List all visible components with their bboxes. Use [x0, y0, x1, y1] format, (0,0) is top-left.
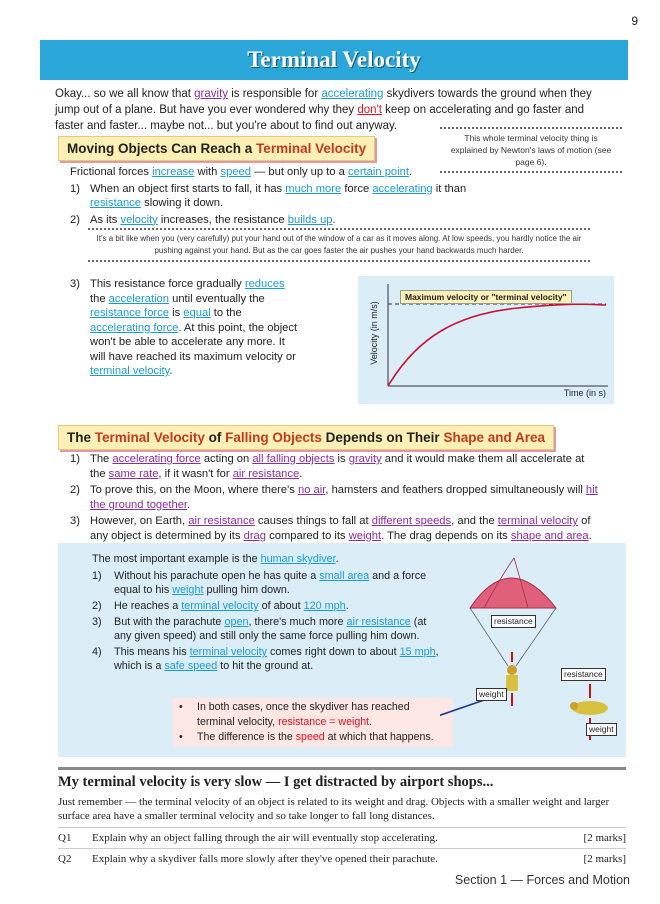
- list-item: 4) This means his terminal velocity comes right down to about 15 mph, which is a safe speed to hit the ground at.: [92, 646, 439, 672]
- summary-title: My terminal velocity is very slow — I get distracted by airport shops...: [58, 774, 494, 790]
- summary-body: Just remember — the terminal velocity of an object is related to its weight and drag. Objects with a smaller weight and larger surface area have a smaller terminal velocity and so take longer to fall long distances.: [58, 796, 610, 822]
- skydiver-list: The most important example is the human skydiver. 1) Without his parachute open he has quite a small area and a force equal to his weight pulling him down. 2) He reaches a terminal velocity of about 120 mph. 3) But with the parachute open, there's much more air resistance (at any given speed) and still only the same force pulling him down. 4) This means his terminal velocity comes right down to about 15 mph, which is a safe speed to hit the ground at.: [92, 552, 442, 675]
- list-item: 2) To prove this, on the Moon, where there's no air, hamsters and feathers dropped simultaneously will hit the ground together.: [70, 484, 598, 511]
- velocity-curve: [388, 304, 606, 386]
- summary-box: [58, 767, 626, 874]
- graph-max-label: Maximum velocity or "terminal velocity": [400, 290, 572, 304]
- kw-dont: don't: [357, 104, 382, 116]
- section1-list: Frictional forces increase with speed — but only up to a certain point. 1) When an object first starts to fall, it has much more force accelerating it than resistance slowing it down. 2) As its velocity increases, the resistance builds up.: [70, 165, 490, 229]
- graph-xlabel: Time (in s): [563, 388, 606, 398]
- list-item: 2) He reaches a terminal velocity of about 120 mph.: [92, 600, 349, 612]
- skydiver1-head: [507, 665, 517, 675]
- list-item: 3) However, on Earth, air resistance causes things to fall at different speeds, and the terminal velocity of any object is determined by its drag compared to its weight. The drag depends on its shape and area.: [70, 515, 592, 542]
- section-header-moving-objects: Moving Objects Can Reach a Terminal Velocity: [58, 136, 375, 161]
- section1-item3: [70, 277, 298, 381]
- list-item: 3) This resistance force gradually reduces the acceleration until eventually the resistance force is equal to the accelerating force. At this point, the object won't be able to accelerate any more. It will have reached its maximum velocity or terminal velocity.: [70, 278, 298, 377]
- skydiver-note: • In both cases, once the skydiver has reached terminal velocity, resistance = weight. • The difference is the speed at which that happens.: [173, 698, 453, 747]
- list-item: 2) As its velocity increases, the resistance builds up.: [70, 213, 336, 226]
- list-item: 1) Without his parachute open he has quite a small area and a force equal to his weight pulling him down.: [92, 570, 427, 596]
- list-item: 1) The accelerating force acting on all falling objects is gravity and it would make them all accelerate at the same rate, if it wasn't for air resistance.: [70, 453, 585, 480]
- graph-ylabel: Velocity (in m/s): [369, 301, 379, 365]
- tag-resistance-1: resistance: [491, 615, 536, 628]
- skydiver2-head: [570, 702, 578, 710]
- aside-car-hand: It's a bit like when you (very carefully) put your hand out of the window of a car as it moves along. At low speeds, you hardly notice the air pushing against your hand. But as the car goes faster the air pushes your hand backwards much harder.: [88, 228, 590, 262]
- list-item: 1) When an object first starts to fall, it has much more force accelerating it than resistance slowing it down.: [70, 182, 467, 209]
- page-number: 9: [631, 14, 638, 28]
- skydiver1-body: [506, 675, 518, 691]
- page-title: Terminal Velocity: [40, 40, 628, 80]
- footer-section: Section 1 — Forces and Motion: [454, 873, 630, 887]
- tag-resistance-2: resistance: [561, 668, 606, 681]
- kw-accelerating: accelerating: [321, 88, 384, 100]
- aside-newton: This whole terminal velocity thing is explained by Newton's laws of motion (see page 6).: [440, 127, 622, 173]
- tag-weight-2: weight: [586, 723, 617, 736]
- pointer-arrow: [440, 698, 490, 718]
- parachute-canopy: [470, 578, 556, 608]
- kw-gravity: gravity: [194, 88, 229, 100]
- question-1: Q1 Explain why an object falling through the air will eventually stop accelerating. [2 marks]: [58, 827, 626, 848]
- intro-paragraph: Okay... so we all know that gravity is responsible for accelerating skydivers towards the ground when they jump out of a plane. But have you ever wondered why they don't keep on accelerating and go faster and faster and faster... maybe not... but you're about to find out anyway.: [55, 88, 592, 132]
- section-header-falling-objects: The Terminal Velocity of Falling Objects Depends on Their Shape and Area: [58, 425, 554, 450]
- velocity-time-graph: [358, 276, 614, 404]
- tag-weight-1: weight: [476, 688, 507, 701]
- question-2: Q2 Explain why a skydiver falls more slowly after they've opened their parachute. [2 marks]: [58, 848, 626, 869]
- section2-list: [70, 452, 600, 545]
- list-item: 3) But with the parachute open, there's much more air resistance (at any given speed) and still only the same force pulling him down.: [92, 616, 427, 642]
